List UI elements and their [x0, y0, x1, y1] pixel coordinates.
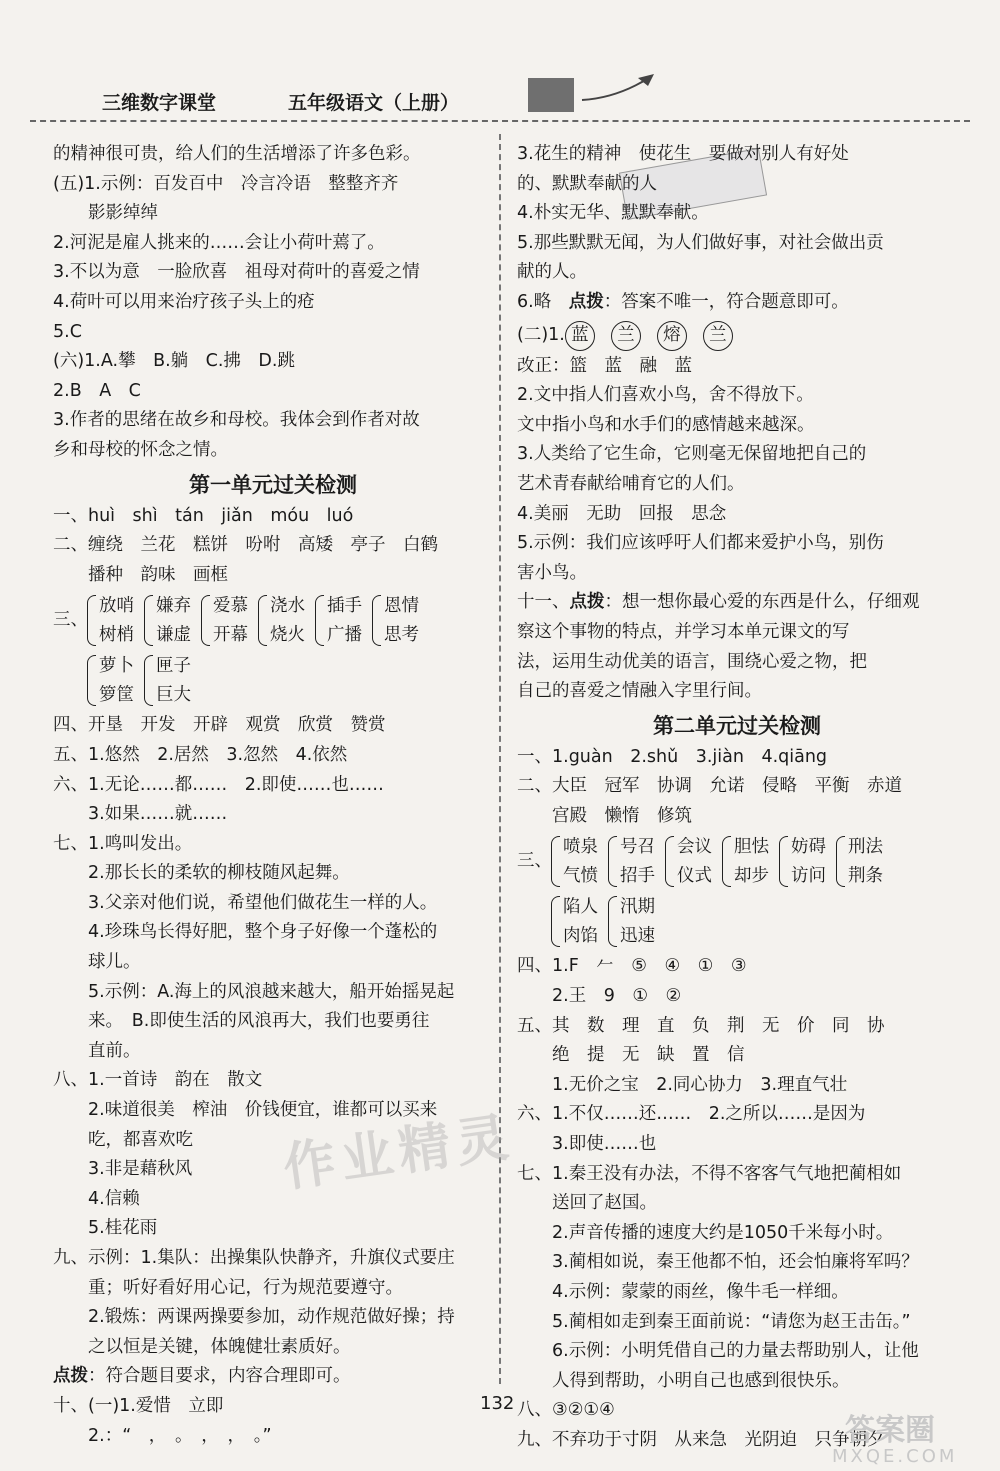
answer-line: 4.示例：蒙蒙的雨丝，像牛毛一样细。 — [517, 1282, 849, 1302]
answer-line: 十、(一)1.爱惜 立即 — [53, 1395, 224, 1416]
answer-line: 3.非是藉秋风 — [53, 1159, 193, 1180]
word-pair: 喷泉 气愤 — [551, 832, 598, 891]
answer-line: 影影绰绰 — [53, 203, 158, 224]
circled-char: 蓝 — [565, 321, 595, 351]
answer-line: 法，运用生动优美的语言，围绕心爱之物，把 — [517, 651, 867, 672]
answer-line: 2.味道很美 榨油 价钱便宜，谁都可以买来 — [53, 1100, 438, 1121]
answer-line: 4.荷叶可以用来治疗孩子头上的疮 — [53, 291, 315, 312]
answer-line: 1.无价之宝 2.同心协力 3.理直气壮 — [517, 1074, 848, 1095]
corner-watermark: 答案圈 — [845, 1413, 935, 1448]
answer-line: 5.蔺相如走到秦王面前说：“请您为赵王击缶。” — [517, 1311, 911, 1332]
word-pair: 放哨 树梢 — [87, 591, 134, 650]
answer-line: 来。 B.即使生活的风浪再大，我们也要勇往 — [53, 1011, 430, 1032]
header-divider — [30, 120, 970, 122]
answer-line: 吃，都喜欢吃 — [53, 1129, 193, 1150]
answer-line: 乡和母校的怀念之情。 — [53, 439, 228, 460]
answer-line: 3.如果……就…… — [53, 804, 228, 825]
answer-line: 2.锻炼：两课两操要参加，动作规范做好操；持 — [53, 1307, 455, 1328]
answer-line: 文中指小鸟和水手们的感情越来越深。 — [517, 414, 815, 435]
answer-line: 3.蔺相如说，秦王他都不怕，还会怕廉将军吗？ — [517, 1252, 919, 1273]
answer-line: 2.声音传播的速度大约是1050千米每小时。 — [517, 1222, 894, 1243]
answer-line: 5.那些默默无闻，为人们做好事，对社会做出贡 — [517, 232, 884, 253]
answer-line: 2.河泥是雇人挑来的……会让小荷叶蔫了。 — [53, 232, 385, 253]
answer-line: 重；听好看好用心记，行为规范要遵守。 — [53, 1277, 403, 1298]
word-pair: 会议 仪式 — [665, 832, 712, 891]
answer-line: 一、huì shì tán jiǎn móu luó — [53, 505, 354, 526]
answer-line: 播种 韵味 画框 — [53, 564, 228, 585]
answer-line: 5.桂花雨 — [53, 1218, 158, 1239]
answer-line: (五)1.示例：百发百中 冷言冷语 整整齐齐 — [53, 173, 399, 194]
answer-line: 3.作者的思绪在故乡和母校。我体会到作者对故 — [53, 410, 420, 431]
answer-line: 4.美丽 无助 回报 思念 — [517, 503, 727, 524]
series-title: 三维数字课堂 — [102, 92, 217, 114]
answer-line: 2.B A C — [53, 380, 141, 401]
answer-line: 2.那长长的柔软的柳枝随风起舞。 — [53, 863, 350, 884]
word-pair: 妨碍 访问 — [779, 832, 826, 891]
answer-line: 球儿。 — [53, 952, 141, 973]
answer-line: (六)1.A.攀 B.躺 C.拂 D.跳 — [53, 351, 295, 372]
word-pair: 陷人 肉馅 — [551, 892, 598, 951]
word-pair: 插手 广播 — [315, 591, 362, 650]
answer-line: 5.示例：我们应该呼吁人们都来爱护小鸟，别伤 — [517, 533, 884, 554]
answer-line: 4.信赖 — [53, 1188, 140, 1209]
hint-label: 点拨 — [569, 592, 605, 613]
answer-line: 6.示例：小明凭借自己的力量去帮助别人，让他 — [517, 1341, 919, 1362]
header-block — [528, 78, 574, 112]
answer-line: 自己的喜爱之情融入字里行间。 — [517, 681, 762, 702]
answer-line: 五、其 数 理 直 负 荆 无 价 同 协 — [517, 1015, 885, 1036]
column-divider — [499, 134, 501, 1384]
word-pair: 恩情 思考 — [372, 591, 419, 650]
circled-chars-line: (二)1. 蓝 兰 熔 兰 — [517, 318, 957, 352]
answer-line: 艺术青春献给哺育它的人们。 — [517, 473, 745, 494]
word-pair: 嫌弃 谦虚 — [144, 591, 191, 650]
word-pair: 汛期 迅速 — [608, 892, 655, 951]
hint-label: 点拨 — [53, 1366, 88, 1387]
answer-line: 五、1.悠然 2.居然 3.忽然 4.依然 — [53, 744, 348, 765]
answer-line: 的、默默奉献的人 — [517, 173, 657, 194]
circled-char: 兰 — [703, 321, 733, 351]
answer-line: 3.花生的精神 使花生 要做对别人有好处 — [517, 144, 849, 164]
answer-line: 4.朴实无华、默默奉献。 — [517, 203, 709, 224]
answer-line: 3.父亲对他们说，希望他们做花生一样的人。 — [53, 892, 438, 913]
page-header — [60, 82, 960, 122]
answer-line: 二、大臣 冠军 协调 允诺 侵略 平衡 赤道 — [517, 776, 902, 797]
answer-line: 七、1.秦王没有办法，不得不客客气气地把蔺相如 — [517, 1163, 902, 1184]
page-number: 132 — [480, 1393, 515, 1414]
hint-line: 6.略 点拨：答案不唯一，符合题意即可。 — [517, 291, 849, 312]
word-pair-group — [53, 651, 493, 710]
answer-line: 八、③②①④ — [517, 1400, 615, 1421]
circled-char: 兰 — [611, 321, 641, 351]
word-pair: 爱慕 开幕 — [201, 591, 248, 650]
book-title: 五年级语文（上册） — [288, 92, 460, 114]
answer-line: 5.C — [53, 321, 82, 342]
watermark-text: 作业精灵 — [279, 1107, 518, 1199]
answer-line: 察这个事物的特点，并学习本单元课文的写 — [517, 621, 850, 642]
word-pair: 浇水 烧火 — [258, 591, 305, 650]
rocket-icon — [578, 70, 658, 110]
answer-line: 改正：篮 蓝 融 蓝 — [517, 355, 692, 376]
left-column — [53, 140, 493, 1451]
word-pair: 号召 招手 — [608, 832, 655, 891]
answer-line: 二、缠绕 兰花 糕饼 吩咐 高矮 亭子 白鹤 — [53, 535, 438, 556]
question-label: 三、 — [53, 610, 88, 631]
section-title: 第一单元过关检测 — [189, 472, 357, 497]
word-pair-group — [517, 832, 957, 891]
answer-line: 七、1.鸣叫发出。 — [53, 833, 193, 854]
section-title: 第二单元过关检测 — [653, 713, 821, 738]
hint-line: 十一、点拨：想一想你最心爱的东西是什么，仔细观 — [517, 592, 920, 613]
answer-line: 2.文中指人们喜欢小鸟，舍不得放下。 — [517, 385, 814, 406]
answer-line: 九、不弃功于寸阴 从来急 光阴迫 只争朝夕 — [517, 1429, 885, 1450]
hint-label: 点拨 — [568, 291, 604, 312]
answer-line: 送回了赵国。 — [517, 1193, 657, 1214]
circled-char: 熔 — [657, 321, 687, 351]
answer-line: 献的人。 — [517, 262, 587, 283]
word-pair: 匣子 巨大 — [144, 651, 191, 710]
answer-line: 六、1.无论……都…… 2.即使……也…… — [53, 774, 384, 795]
word-pair-group — [53, 591, 493, 650]
answer-line: 九、示例：1.集队：出操集队快静齐，升旗仪式要庄 — [53, 1248, 455, 1268]
answer-line: 八、1.一首诗 韵在 散文 — [53, 1070, 263, 1091]
answer-line: 绝 提 无 缺 置 信 — [517, 1045, 745, 1066]
answer-line: 四、1.F 𠂉 ⑤ ④ ① ③ — [517, 956, 747, 977]
answer-line: 2.王 9 ① ② — [517, 986, 682, 1007]
answer-line: 宫殿 懒惰 修筑 — [517, 805, 692, 826]
question-label: 三、 — [517, 851, 552, 872]
hint-line: 点拨：符合题目要求，内容合理即可。 — [53, 1366, 351, 1387]
answer-line: 的精神很可贵，给人们的生活增添了许多色彩。 — [53, 144, 421, 164]
corner-watermark-url: MXQE.COM — [832, 1446, 958, 1467]
answer-line: 3.不以为意 一脸欣喜 祖母对荷叶的喜爱之情 — [53, 262, 420, 283]
answer-line: 之以恒是关键，体魄健壮素质好。 — [53, 1336, 351, 1357]
answer-line: 4.珍珠鸟长得好肥，整个身子好像一个蓬松的 — [53, 922, 438, 943]
answer-line: 5.示例：A.海上的风浪越来越大，船开始摇晃起 — [53, 981, 455, 1002]
word-pair: 刑法 荆条 — [836, 832, 883, 891]
answer-line: 六、1.不仅……还…… 2.之所以……是因为 — [517, 1104, 866, 1125]
answer-line: 2.：“ ， 。 ， ， 。” — [53, 1425, 272, 1446]
answer-line: 害小鸟。 — [517, 562, 587, 583]
answer-line: 四、开垦 开发 开辟 观赏 欣赏 赞赏 — [53, 715, 386, 736]
answer-line: 人得到帮助，小明自己也感到很快乐。 — [517, 1370, 850, 1391]
answer-line: 一、1.guàn 2.shǔ 3.jiàn 4.qiāng — [517, 746, 828, 767]
answer-line: 3.即使……也 — [517, 1134, 657, 1155]
word-pair: 萝卜 箩筐 — [87, 651, 134, 710]
word-pair: 胆怯 却步 — [722, 832, 769, 891]
word-pair-group — [517, 892, 957, 951]
answer-line: 直前。 — [53, 1040, 141, 1061]
answer-line: 3.人类给了它生命，它则毫无保留地把自己的 — [517, 444, 867, 465]
right-column — [517, 140, 957, 1456]
